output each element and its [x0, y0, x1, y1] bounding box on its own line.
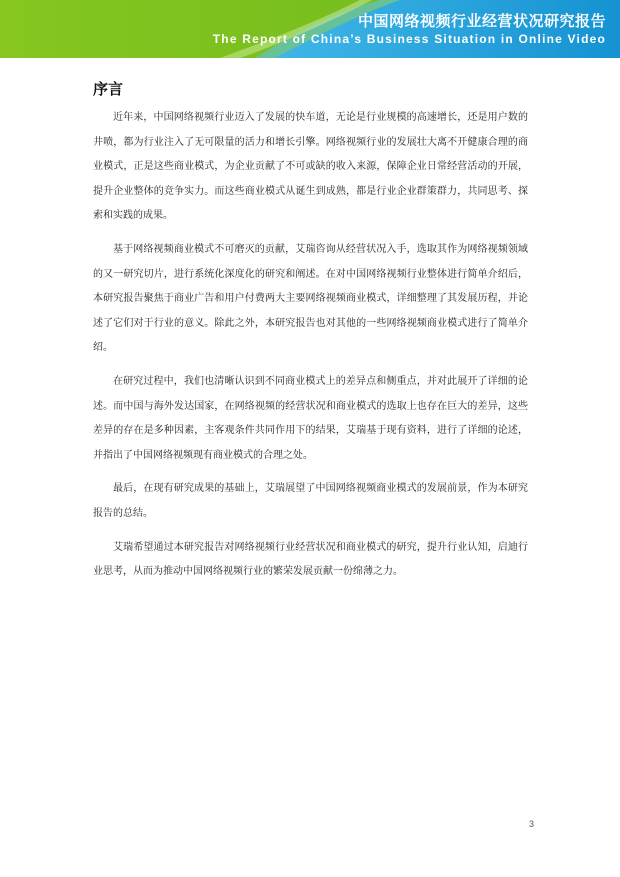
paragraph: 艾瑞希望通过本研究报告对网络视频行业经营状况和商业模式的研究，提升行业认知，启迪行业思考，从而为推动中国网络视频行业的繁荣发展贡献一份绵薄之力。 — [93, 541, 528, 578]
body-text — [93, 106, 528, 594]
page-header — [0, 0, 620, 58]
paragraph: 在研究过程中，我们也清晰认识到不同商业模式上的差异点和侧重点，并对此展开了详细的论述。而中国与海外发达国家，在网络视频的经营状况和商业模式的选取上也存在巨大的差异，这些差异的存在是多种因素，主客观条件共同作用下的结果，艾瑞基于现有资料，进行了详细的论述，并指出了中国网络视频现有商业模式的合理之处。 — [93, 375, 528, 461]
page-number: 3 — [528, 819, 534, 829]
page-title: 序言 — [93, 80, 124, 98]
paragraph: 近年来，中国网络视频行业迈入了发展的快车道，无论是行业规模的高速增长，还是用户数的井喷，都为行业注入了无可限量的活力和增长引擎。网络视频行业的发展壮大离不开健康合理的商业模式，正是这些商业模式，为企业贡献了不可或缺的收入来源，保障企业日常经营活动的开展，提升企业整体的竞争实力。而这些商业模式从诞生到成熟，都是行业企业群策群力，共同思考、探索和实践的成果。 — [93, 112, 528, 222]
paragraph: 最后，在现有研究成果的基础上，艾瑞展望了中国网络视频商业模式的发展前景，作为本研究报告的总结。 — [93, 483, 528, 519]
header-title-cn: 中国网络视频行业经营状况研究报告 — [357, 12, 606, 30]
paragraph: 基于网络视频商业模式不可磨灭的贡献，艾瑞咨询从经营状况入手，选取其作为网络视频领域的又一研究切片，进行系统化深度化的研究和阐述。在对中国网络视频行业整体进行简单介绍后，本研究报告聚焦于商业广告和用户付费两大主要网络视频商业模式，详细整理了其发展历程，并论述了它们对于行业的意义。除此之外，本研究报告也对其他的一些网络视频商业模式进行了简单介绍。 — [93, 243, 528, 354]
header-title-en: The Report of China’s Business Situation in Online Video — [212, 32, 606, 46]
